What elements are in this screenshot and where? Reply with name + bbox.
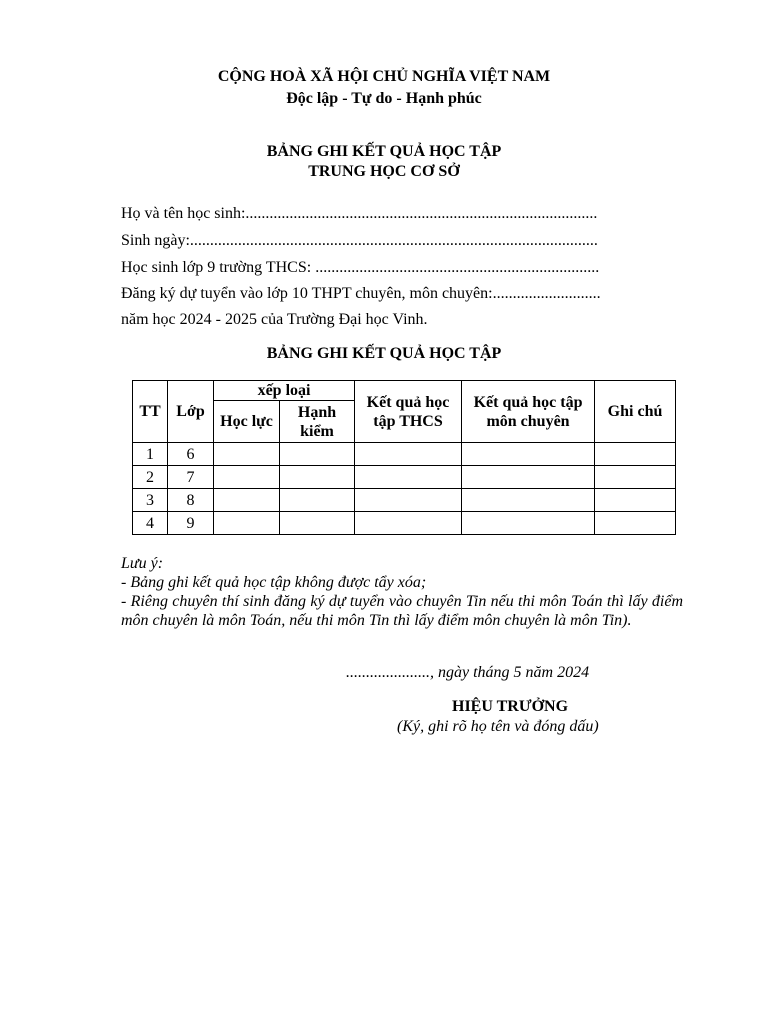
header-hoc-luc: Học lực [214,401,280,443]
hanh-kiem-cell [280,512,355,535]
row-tt: 2 [133,466,168,489]
hoc-luc-cell [214,443,280,466]
ghi-chu-cell [595,443,676,466]
table-row [133,466,676,489]
ket-qua-thcs-cell [355,443,462,466]
hoc-luc-cell [214,512,280,535]
school-year-line: năm học 2024 - 2025 của Trường Đại học Vinh. [121,311,428,328]
row-tt: 4 [133,512,168,535]
table-row [133,512,676,535]
header-ket-qua-chuyen: Kết quả học tập môn chuyên [462,381,595,443]
row-lop: 9 [168,512,214,535]
hoc-luc-cell [214,466,280,489]
note-item-1: - Bảng ghi kết quả học tập không được tẩy xóa; [121,574,427,591]
school-field: Học sinh lớp 9 trường THCS: ....................................................................... [121,259,600,276]
note-item-2: - Riêng chuyên thí sinh đăng ký dự tuyển vào chuyên Tin nếu thi môn Toán thì lấy điểm môn chuyên là môn Toán, nếu thi môn Tin thì lấy điểm môn chuyên là môn Tin). [121,593,683,629]
ket-qua-thcs-cell [355,466,462,489]
row-lop: 6 [168,443,214,466]
ket-qua-chuyen-cell [462,466,595,489]
header-ket-qua-thcs: Kết quả học tập THCS [355,381,462,443]
signature-instruction: (Ký, ghi rõ họ tên và đóng dấu) [397,718,599,735]
table-row [133,489,676,512]
row-tt: 3 [133,489,168,512]
document-subtitle: TRUNG HỌC CƠ SỞ [308,163,460,180]
hanh-kiem-cell [280,466,355,489]
principal-title: HIỆU TRƯỞNG [452,698,569,715]
table-title: BẢNG GHI KẾT QUẢ HỌC TẬP [266,345,502,362]
signature-date: ....................., ngày tháng 5 năm 2024 [346,664,590,681]
ket-qua-chuyen-cell [462,443,595,466]
motto: Độc lập - Tự do - Hạnh phúc [286,90,482,107]
header-xep-loai: xếp loại [214,381,355,401]
register-field: Đăng ký dự tuyển vào lớp 10 THPT chuyên, môn chuyên:........................... [121,285,601,302]
hanh-kiem-cell [280,443,355,466]
ket-qua-thcs-cell [355,512,462,535]
dob-field: Sinh ngày:...................................................................................................... [121,232,598,249]
row-lop: 8 [168,489,214,512]
ghi-chu-cell [595,466,676,489]
row-tt: 1 [133,443,168,466]
ket-qua-chuyen-cell [462,512,595,535]
hanh-kiem-cell [280,489,355,512]
table-row [133,443,676,466]
header-ghi-chu: Ghi chú [595,381,676,443]
header-tt: TT [133,381,168,443]
ghi-chu-cell [595,512,676,535]
ket-qua-chuyen-cell [462,489,595,512]
results-table [132,380,676,535]
header-hanh-kiem: Hạnh kiểm [280,401,355,443]
document-title: BẢNG GHI KẾT QUẢ HỌC TẬP [266,143,502,160]
notes-heading: Lưu ý: [121,555,164,572]
ket-qua-thcs-cell [355,489,462,512]
header-lop: Lớp [168,381,214,443]
student-name-field: Họ và tên học sinh:........................................................................................ [121,205,598,222]
hoc-luc-cell [214,489,280,512]
row-lop: 7 [168,466,214,489]
ghi-chu-cell [595,489,676,512]
country-header: CỘNG HOÀ XÃ HỘI CHỦ NGHĨA VIỆT NAM [217,68,551,85]
